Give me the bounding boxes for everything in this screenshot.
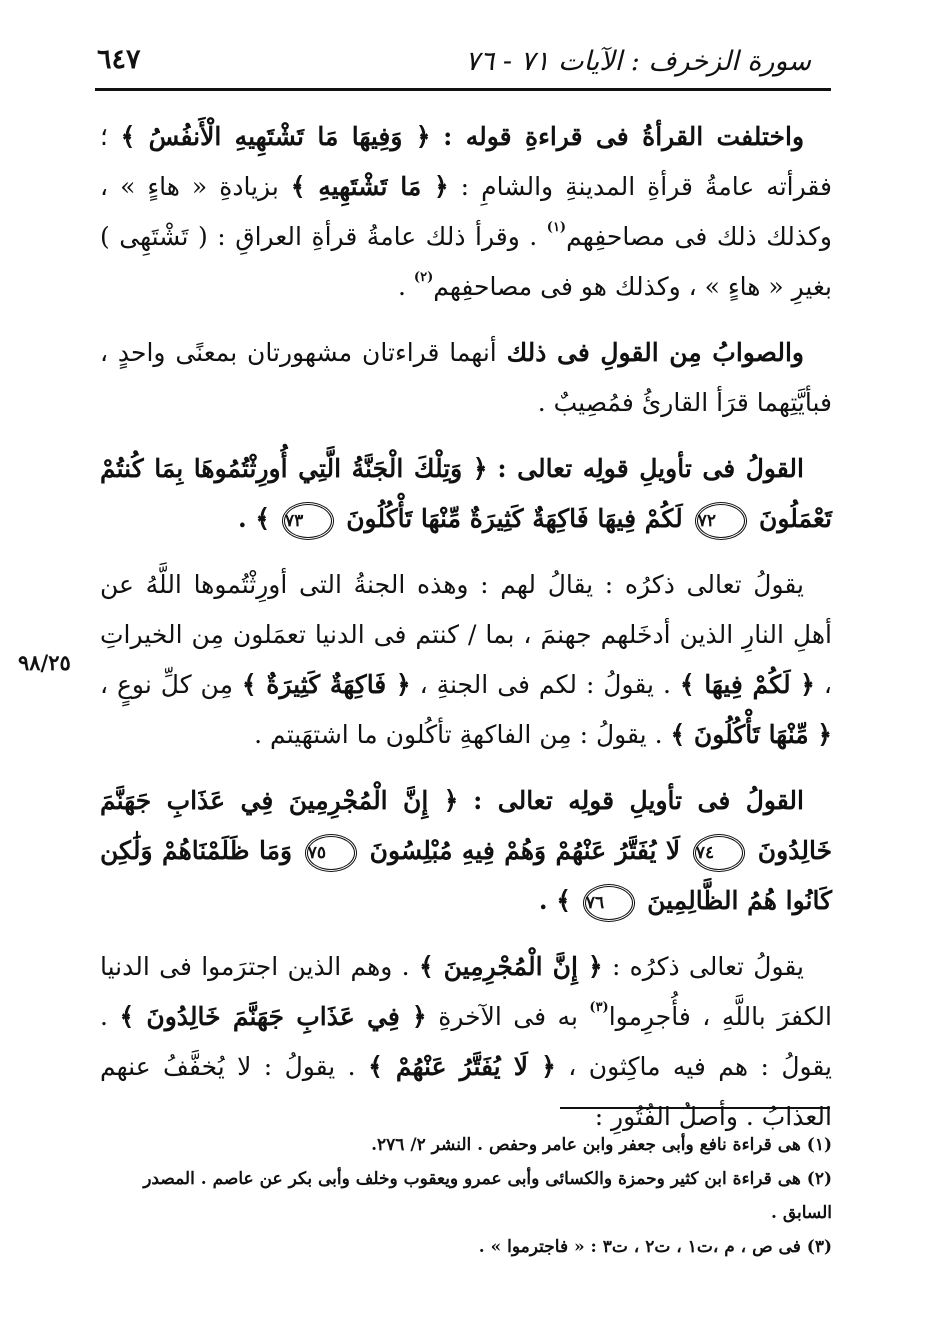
text-span: يقولُ تعالى ذكرُه : يقالُ لهم : وهذه الجنةُ التى أورِثْتُموها اللَّهُ عن أهلِ النارِ الذين أدخَلهم جهنمَ ، بما / كنتم فى الدنيا تعمَلون مِن الخيراتِ ،: [100, 570, 832, 699]
margin-reference: ٩٨/٢٥: [18, 650, 71, 675]
ayah-number-marker: ٧٦: [583, 884, 635, 922]
running-title: سورة الزخرف : الآيات ٧١ - ٧٦: [465, 46, 811, 77]
ayah-number-marker: ٧٥: [305, 834, 357, 872]
main-text: [100, 112, 832, 1142]
paragraph-correct-view: [100, 328, 832, 428]
paragraph-verse-74-76: [100, 776, 832, 926]
footnote-2: (٢) هى قراءة ابن كثير وحمزة والكسائى وأبى عمرو ويعقوب وخلف وأبى بكر عن عاصم . المصدر السابق .: [143, 1169, 832, 1223]
text-span: يقولُ تعالى ذكرُه :: [611, 952, 804, 981]
text-span: بزيادةِ « هاءٍ » ، وكذلك ذلك فى مصاحفِهم: [100, 172, 832, 251]
quran-quote: ﴿ إِنَّ الْمُجْرِمِينَ فِي عَذَابِ جَهَنَّمَ خَالِدُونَ: [100, 786, 833, 865]
ayah-number-marker: ٧٤: [693, 834, 745, 872]
text-span: . يقولُ : مِن الفاكهةِ تأكُلون ما اشتهَيتم .: [254, 720, 663, 749]
quran-quote: ﴾ .: [538, 886, 571, 915]
lead-phrase: القولُ فى تأويلِ قولِه تعالى :: [473, 786, 804, 815]
footnote-3: (٣) فى ص ، م ،ت١ ، ت٢ ، ت٣ : « فاجترموا » .: [478, 1237, 832, 1257]
lead-phrase: واختلفت القرأةُ فى قراءةِ قوله :: [443, 122, 805, 151]
footnote-marker: (١): [546, 220, 567, 235]
quran-quote: لَكُمْ فِيهَا فَاكِهَةٌ كَثِيرَةٌ مِّنْهَا تَأْكُلُونَ: [346, 504, 683, 533]
paragraph-commentary-72-73: [100, 560, 832, 760]
quran-quote: ﴾ .: [237, 504, 271, 533]
quran-quote: ﴿ فَاكِهَةٌ كَثِيرَةٌ ﴾: [241, 670, 411, 699]
quran-quote: ﴿ لَكُمْ فِيهَا ﴾: [679, 670, 815, 699]
text-span: ؛ فقرأته عامةُ قرأةِ المدينةِ والشامِ :: [100, 122, 832, 201]
paragraph-readings: [100, 112, 832, 312]
text-span: . يقولُ : هم فيه ماكِثون ،: [100, 1002, 832, 1081]
footnote-rule: [560, 1107, 830, 1109]
quran-quote: ﴿ لَا يُفَتَّرُ عَنْهُمْ ﴾: [368, 1052, 556, 1081]
paragraph-commentary-74-76: [100, 942, 832, 1142]
header-rule: [95, 88, 831, 91]
text-span: . وقرأ ذلك عامةُ قرأةِ العراقِ : ( تَشْتَهِى ) بغيرِ « هاءٍ » ، وكذلك هو فى مصاحفِهم: [100, 222, 832, 301]
paragraph-verse-72-73: [100, 444, 832, 544]
quran-quote: لَا يُفَتَّرُ عَنْهُمْ وَهُمْ فِيهِ مُبْلِسُونَ: [369, 836, 681, 865]
quran-quote: ﴿ إِنَّ الْمُجْرِمِينَ ﴾: [418, 952, 603, 981]
text-span: .: [398, 272, 406, 301]
footnote-marker: (٣): [589, 1000, 609, 1015]
ayah-number-marker: ٧٣: [282, 502, 334, 540]
text-span: . وهم الذين اجترَموا فى الدنيا الكفرَ باللَّهِ ، فأُجرِموا: [100, 952, 832, 1031]
quran-quote: ﴿ مِّنْهَا تَأْكُلُونَ ﴾: [670, 720, 832, 749]
text-span: . يقولُ : لكم فى الجنةِ ،: [419, 670, 671, 699]
text-span: به فى الآخرةِ: [438, 1002, 578, 1031]
text-span: مِن كلِّ نوعٍ ،: [100, 670, 233, 699]
quran-quote: وَمَا ظَلَمْنَاهُمْ وَلَٰكِن كَانُوا هُمُ الظَّالِمِينَ: [100, 836, 832, 915]
ayah-number-marker: ٧٢: [695, 502, 747, 540]
lead-phrase: والصوابُ مِن القولِ فى ذلك: [506, 338, 804, 367]
page-number: ٦٤٧: [97, 44, 141, 75]
page-header: [95, 38, 831, 86]
text-span: أنهما قراءتان مشهورتان بمعنًى واحدٍ ، فبأيَّتِهما قرَأ القارئُ فمُصِيبٌ .: [100, 338, 832, 417]
lead-phrase: القولُ فى تأويلِ قولِه تعالى :: [497, 454, 805, 483]
quran-quote: ﴿ وَتِلْكَ الْجَنَّةُ الَّتِي أُورِثْتُمُوهَا بِمَا كُنتُمْ تَعْمَلُونَ: [100, 454, 832, 533]
quran-quote: ﴿ فِي عَذَابِ جَهَنَّمَ خَالِدُونَ ﴾: [119, 1002, 427, 1031]
quran-quote: ﴿ وَفِيهَا مَا تَشْتَهِيهِ الْأَنفُسُ ﴾: [120, 122, 431, 151]
text-span: . يقولُ : لا يُخفَّفُ عنهم العذابُ . وأصلُ الفُتُورِ :: [100, 1052, 832, 1131]
footnote-marker: (٢): [413, 270, 434, 285]
footnotes: [100, 1128, 832, 1264]
footnote-1: (١) هى قراءة نافع وأبى جعفر وابن عامر وحفص . النشر ٢/ ٢٧٦.: [371, 1135, 832, 1155]
quran-quote: ﴿ مَا تَشْتَهِيهِ ﴾: [290, 172, 449, 201]
